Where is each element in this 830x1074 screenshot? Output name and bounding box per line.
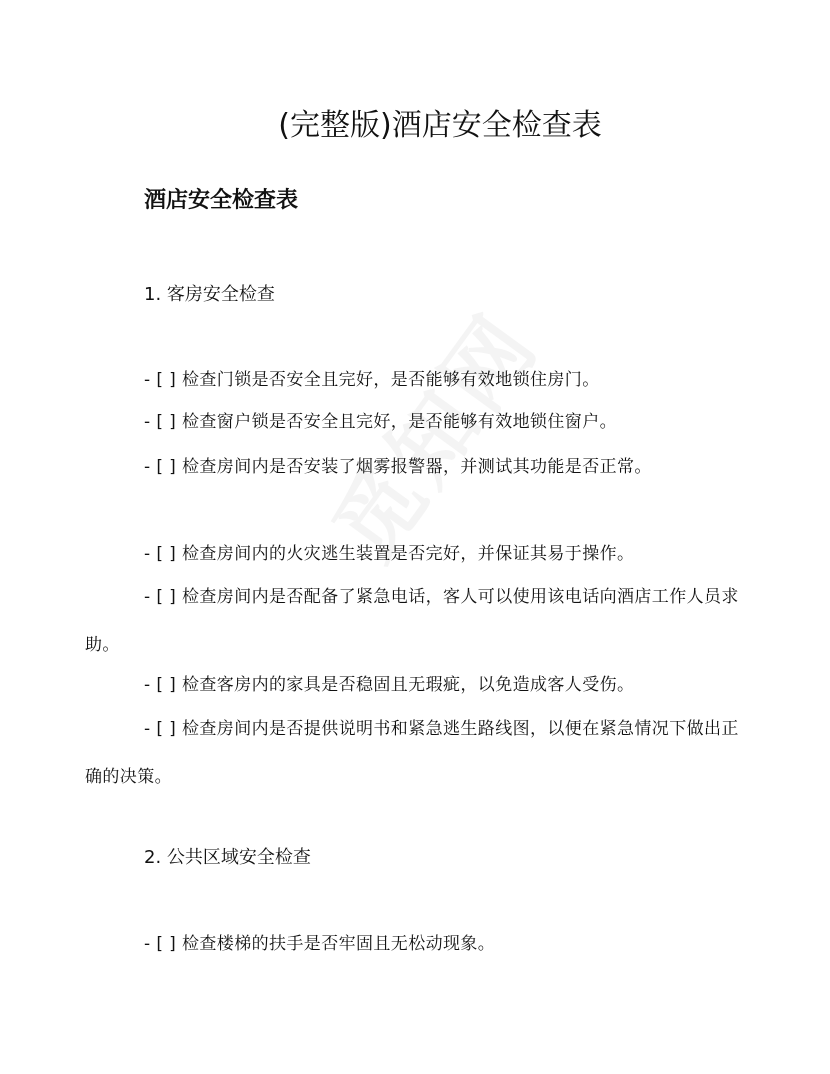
checklist-item: - [ ] 检查房间内是否提供说明书和紧急逃生路线图，以便在紧急情况下做出正确的决策。 (85, 719, 739, 787)
document-subtitle: 酒店安全检查表 (144, 188, 299, 213)
section-heading-room-safety: 1. 客房安全检查 (144, 284, 275, 305)
checklist-item: - [ ] 检查房间内是否配备了紧急电话，客人可以使用该电话向酒店工作人员求助。 (85, 587, 739, 655)
checklist-item: - [ ] 检查楼梯的扶手是否牢固且无松动现象。 (144, 934, 496, 954)
checklist-item: - [ ] 检查客房内的家具是否稳固且无瑕疵，以免造成客人受伤。 (144, 675, 635, 695)
checklist-item: - [ ] 检查房间内的火灾逃生装置是否完好，并保证其易于操作。 (144, 544, 635, 564)
checklist-item: - [ ] 检查房间内是否安装了烟雾报警器，并测试其功能是否正常。 (144, 457, 652, 477)
checklist-item: - [ ] 检查窗户锁是否安全且完好，是否能够有效地锁住窗户。 (144, 412, 618, 432)
checklist-item: - [ ] 检查门锁是否安全且完好，是否能够有效地锁住房门。 (144, 370, 600, 390)
section-heading-public-area-safety: 2. 公共区域安全检查 (144, 847, 311, 868)
document-title: (完整版)酒店安全检查表 (278, 108, 602, 144)
